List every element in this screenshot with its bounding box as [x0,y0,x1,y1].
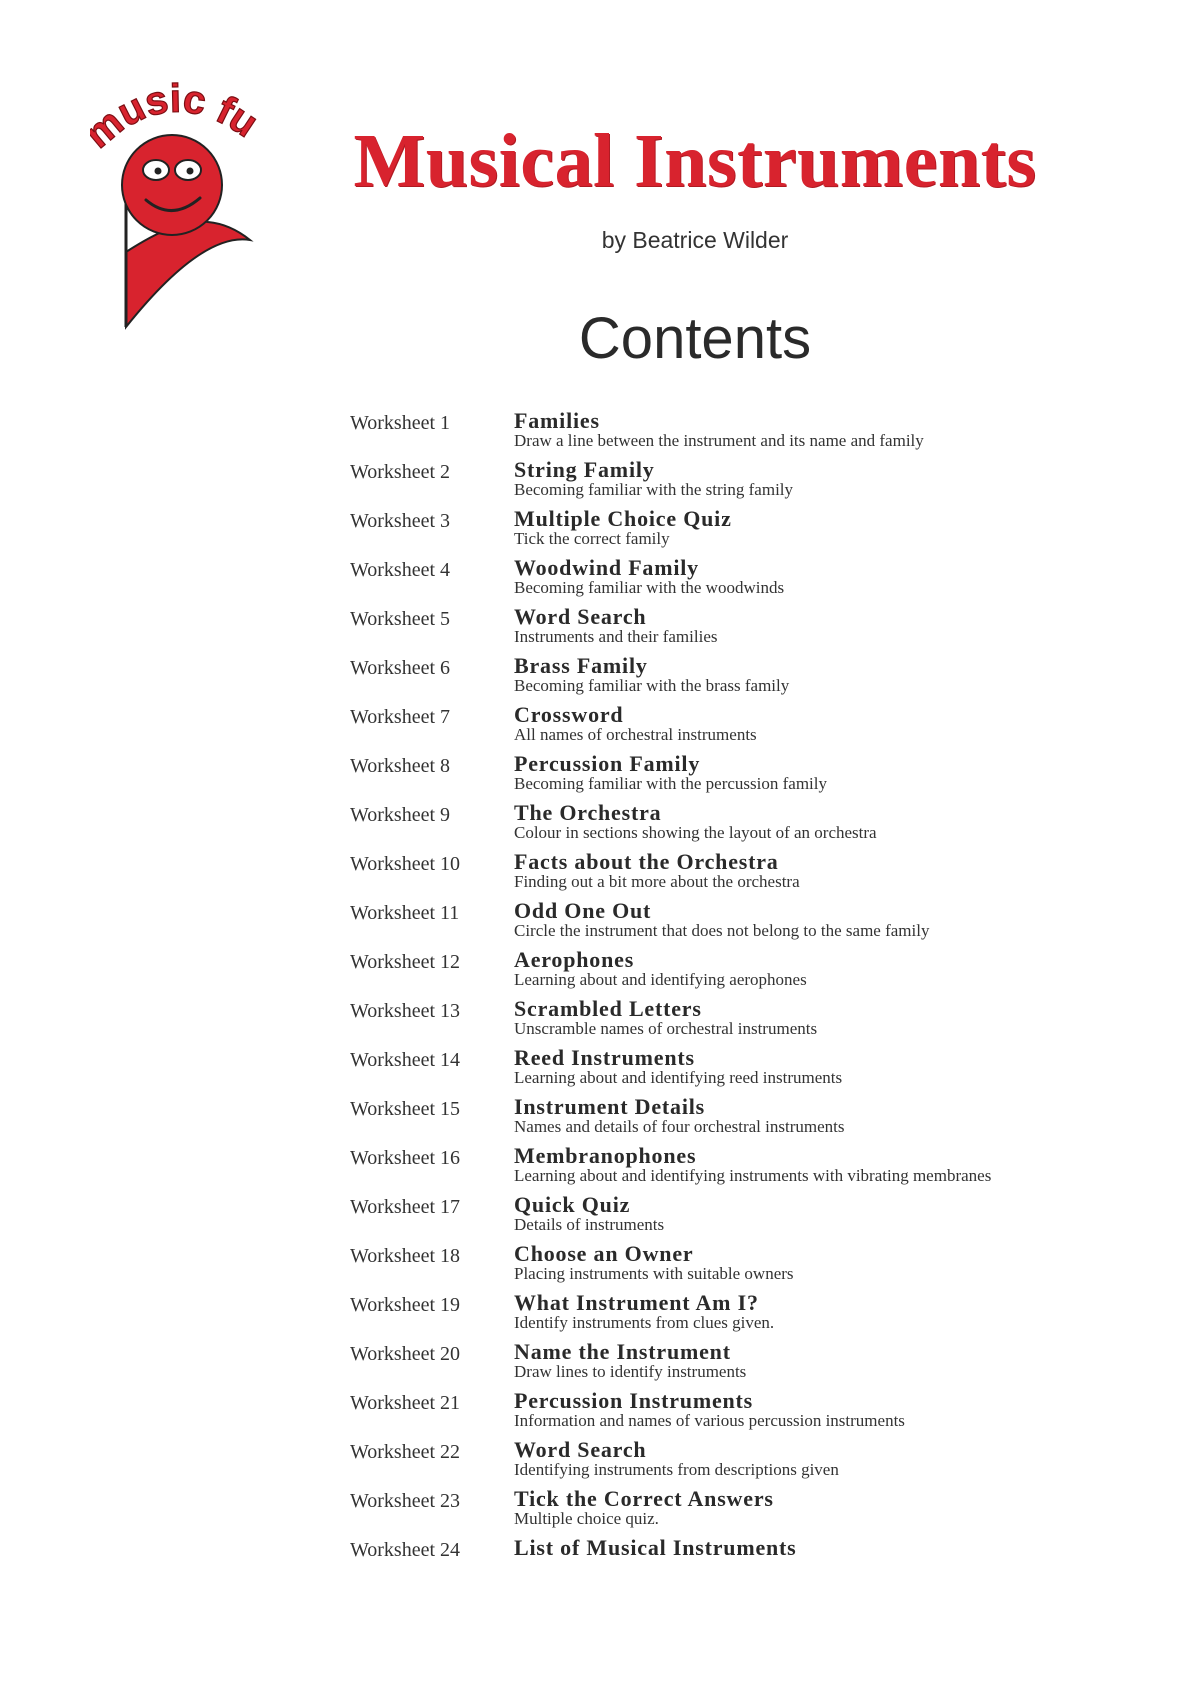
contents-heading: Contents [578,306,812,371]
worksheet-number: Worksheet 20 [350,1343,461,1365]
toc-entry [350,1535,1150,1584]
table-of-contents [350,408,1150,1584]
worksheet-description: Becoming familiar with the brass family [514,676,790,695]
toc-entry [350,1143,1150,1192]
toc-entry [350,898,1150,947]
music-fun-logo [90,82,280,342]
worksheet-title: String Family [514,457,655,482]
worksheet-title: Multiple Choice Quiz [514,506,732,531]
worksheet-description: All names of orchestral instruments [514,725,757,744]
worksheet-number: Worksheet 14 [350,1049,461,1071]
worksheet-number: Worksheet 9 [350,804,451,826]
toc-entry [350,457,1150,506]
worksheet-number: Worksheet 3 [350,510,451,532]
worksheet-title: Families [514,408,600,433]
worksheet-description: Draw lines to identify instruments [514,1362,747,1381]
worksheet-description: Learning about and identifying reed instruments [514,1068,843,1087]
worksheet-title: What Instrument Am I? [514,1290,759,1315]
page-title: Musical Instruments [353,119,1037,203]
worksheet-number: Worksheet 7 [350,706,451,728]
worksheet-title: Name the Instrument [514,1339,731,1364]
toc-entry [350,702,1150,751]
author-byline: by Beatrice Wilder [601,227,789,253]
worksheet-description: Multiple choice quiz. [514,1509,659,1528]
worksheet-description: Identifying instruments from descriptions given [514,1460,839,1479]
toc-entry [350,408,1150,457]
worksheet-title: Facts about the Orchestra [514,849,779,874]
worksheet-description: Placing instruments with suitable owners [514,1264,794,1283]
worksheet-title: Brass Family [514,653,648,678]
worksheet-number: Worksheet 24 [350,1539,461,1561]
smiling-note-icon [90,82,280,342]
worksheet-number: Worksheet 17 [350,1196,461,1218]
worksheet-description: Finding out a bit more about the orchestra [514,872,800,891]
toc-entry [350,1290,1150,1339]
toc-entry [350,1486,1150,1535]
worksheet-title: The Orchestra [514,800,662,825]
worksheet-description: Draw a line between the instrument and its name and family [514,431,924,450]
toc-entry [350,1388,1150,1437]
logo-text: usic fu [110,82,266,146]
toc-entry [350,604,1150,653]
toc-entry [350,506,1150,555]
worksheet-title: Woodwind Family [514,555,699,580]
worksheet-title: Word Search [514,1437,647,1462]
worksheet-title: Percussion Family [514,751,701,776]
worksheet-number: Worksheet 21 [350,1392,461,1414]
worksheet-number: Worksheet 5 [350,608,451,630]
worksheet-number: Worksheet 15 [350,1098,461,1120]
toc-entry [350,947,1150,996]
toc-entry [350,1045,1150,1094]
worksheet-number: Worksheet 19 [350,1294,461,1316]
toc-entry [350,751,1150,800]
worksheet-number: Worksheet 13 [350,1000,461,1022]
worksheet-description: Information and names of various percussion instruments [514,1411,905,1430]
worksheet-description: Circle the instrument that does not belong to the same family [514,921,930,940]
worksheet-title: Crossword [514,702,624,727]
worksheet-number: Worksheet 8 [350,755,451,777]
worksheet-description: Instruments and their families [514,627,718,646]
worksheet-title: Membranophones [514,1143,697,1168]
worksheet-title: Word Search [514,604,647,629]
toc-entry [350,1192,1150,1241]
worksheet-number: Worksheet 6 [350,657,451,679]
worksheet-number: Worksheet 1 [350,412,451,434]
toc-entry [350,1241,1150,1290]
worksheet-description: Learning about and identifying instruments with vibrating membranes [514,1166,992,1185]
worksheet-description: Tick the correct family [514,529,670,548]
worksheet-description: Names and details of four orchestral instruments [514,1117,845,1136]
worksheet-title: Odd One Out [514,898,652,923]
worksheet-description: Becoming familiar with the string family [514,480,794,499]
worksheet-number: Worksheet 10 [350,853,461,875]
worksheet-description: Identify instruments from clues given. [514,1313,775,1332]
worksheet-title: Percussion Instruments [514,1388,754,1413]
worksheet-number: Worksheet 11 [350,902,460,924]
toc-entry [350,1437,1150,1486]
worksheet-description: Colour in sections showing the layout of an orchestra [514,823,877,842]
toc-entry [350,555,1150,604]
worksheet-description: Learning about and identifying aerophones [514,970,807,989]
worksheet-number: Worksheet 12 [350,951,461,973]
worksheet-number: Worksheet 2 [350,461,451,483]
worksheet-title: Aerophones [514,947,635,972]
toc-entry [350,800,1150,849]
worksheet-description: Becoming familiar with the woodwinds [514,578,785,597]
worksheet-number: Worksheet 4 [350,559,451,581]
worksheet-number: Worksheet 18 [350,1245,461,1267]
worksheet-description: Details of instruments [514,1215,665,1234]
toc-entry [350,653,1150,702]
toc-entry [350,849,1150,898]
toc-entry [350,1339,1150,1388]
worksheet-number: Worksheet 22 [350,1441,461,1463]
toc-entry [350,1094,1150,1143]
worksheet-title: Reed Instruments [514,1045,695,1070]
worksheet-number: Worksheet 16 [350,1147,461,1169]
worksheet-title: Tick the Correct Answers [514,1486,774,1511]
worksheet-title: Choose an Owner [514,1241,694,1266]
worksheet-description: Becoming familiar with the percussion family [514,774,828,793]
toc-entry [350,996,1150,1045]
worksheet-title: List of Musical Instruments [514,1535,797,1560]
worksheet-description: Unscramble names of orchestral instruments [514,1019,818,1038]
worksheet-title: Instrument Details [514,1094,706,1119]
worksheet-number: Worksheet 23 [350,1490,461,1512]
worksheet-title: Quick Quiz [514,1192,631,1217]
worksheet-title: Scrambled Letters [514,996,702,1021]
